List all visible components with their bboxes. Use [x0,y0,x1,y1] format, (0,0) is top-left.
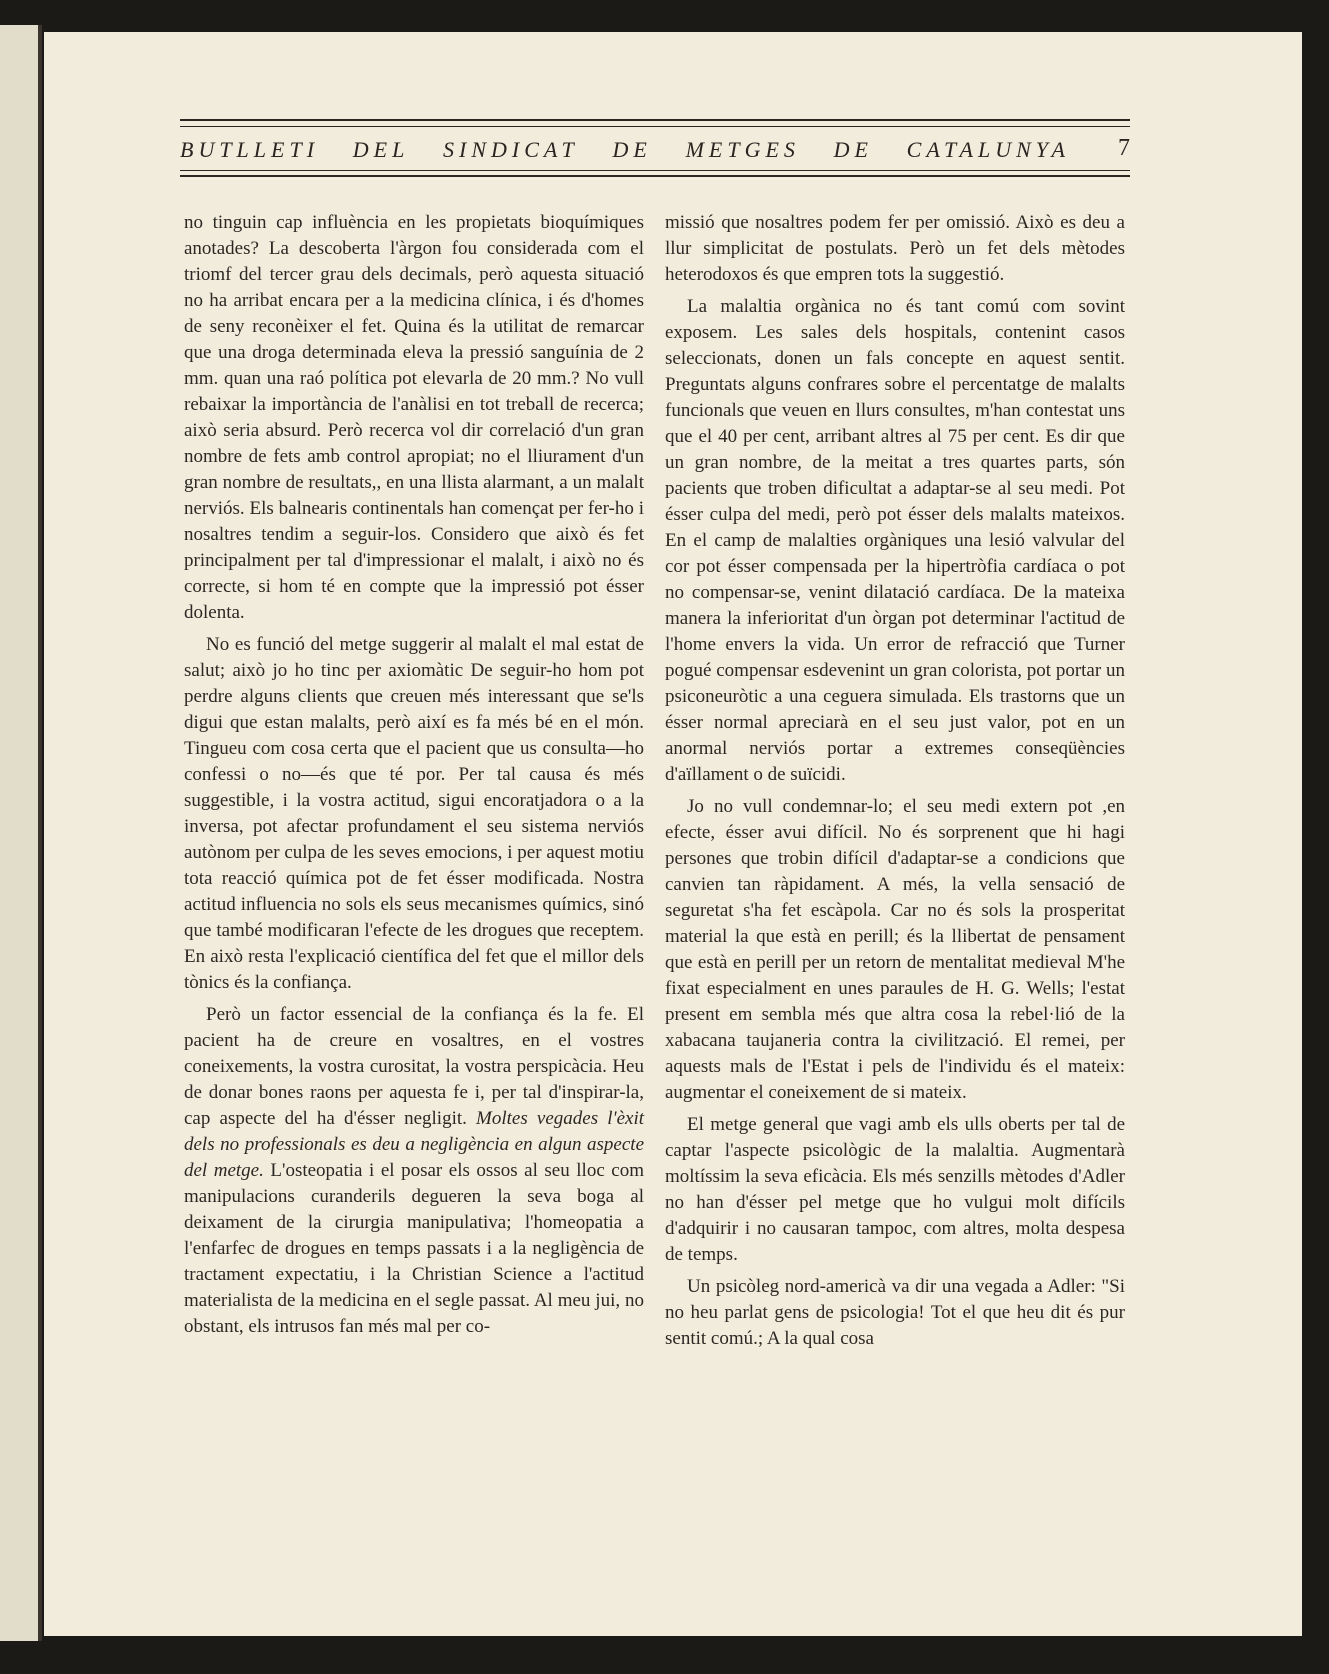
header-rule-bottom-thin [180,170,1130,171]
page-number: 7 [1118,135,1130,161]
page-gutter-shadow [38,25,42,1641]
header-rule-top [180,119,1130,121]
paragraph: La malaltia orgànica no és tant comú com sovint exposem. Les sales dels hospitals, contenint casos seleccionats, donen un fals concepte en aquest sentit. Preguntats alguns confrares sobre el percentatge de malalts funcionals que veuen en llurs consultes, m'han contestat uns que el 40 per cent, arribant altres al 75 per cent. Es dir que un gran nombre, de la meitat a tres quartes parts, són pacients que troben dificultat a adaptar-se al seu medi. Pot ésser culpa del medi, però pot ésser dels malalts mateixos. En el camp de malalties orgàniques una lesió valvular del cor pot ésser compensada per la hipertròfia cardíaca o pot no compensar-se, venint dilatació cardíaca. De la mateixa manera la inferioritat d'un òrgan pot determinar l'actitud de l'home envers la vida. Un error de refracció que Turner pogué compensar esdevenint un gran colorista, pot portar un psiconeuròtic a una ceguera simulada. Els trastorns que un ésser normal apreciarà en el seu just valor, pot en un anormal nerviós portar a extremes conseqüències d'aïllament o de suïcidi. [665,296,1125,785]
paragraph [184,1002,644,1340]
left-column [184,210,644,1340]
header-word: BUTLLETI [180,137,320,162]
paragraph-text: L'osteopatia i el posar els ossos al seu lloc com manipulacions curanderils degueren la seva boga al deixament de la cirurgia manipulativa; l'homeopatia a l'enfarfec de drogues en temps passats i a la negligència de tractament expectatiu, i la Christian Science a l'actitud materialista de la medicina en el segle passat. Al meu jui, no obstant, els intrusos fan més mal per co- [184,1160,645,1337]
header-rule-top-thin [180,126,1130,127]
header-word: DE [833,137,873,162]
paragraph: Jo no vull condemnar-lo; el seu medi extern pot ,en efecte, ésser avui difícil. No és sorprenent que hi hagi persones que trobin difícil d'adaptar-se a condicions que canvien tan ràpidament. A més, la vella sensació de seguretat s'ha fet escàpola. Car no és sols la prosperitat material la que està en perill; és la llibertat de pensament que està en perill per un retorn de mentalitat medieval M'he fixat especialment en unes paraules de H. G. Wells; l'estat present em sembla més que altra cosa la rebel·lió de la xabacana taujaneria contra la civilització. El remei, per aquests mals de l'Estat i pels de l'individu és el mateix: augmentar el coneixement de si mateix. [665,796,1125,1103]
paragraph: no tinguin cap influència en les propietats bioquímiques anotades? La descoberta l'àrgon fou considerada com el triomf del tercer grau dels decimals, però aquesta situació no ha arribat encara per a la medicina clínica, i és d'homes de seny reconèixer el fet. Quina és la utilitat de remarcar que una droga determinada eleva la pressió sanguínia de 2 mm. quan una raó política pot elevarla de 20 mm.? No vull rebaixar la importància de l'anàlisi en tot treball de recerca; això seria absurd. Però recerca vol dir correlació d'un gran nombre de fets amb control apropiat; no el lliurament d'un gran nombre de resultats,, en una llista alarmant, a un malalt nerviós. Els balnearis continentals han començat per fer-ho i nosaltres tendim a seguir-los. Considero que això és fet principalment per tal d'impressionar el malalt, i això no és correcte, si hom té en compte que la impressió pot ésser dolenta. [184,212,644,623]
header-word: CATALUNYA [906,137,1070,162]
header-word: METGES [685,137,800,162]
right-column [665,210,1125,1352]
paragraph: El metge general que vagi amb els ulls oberts per tal de captar l'aspecte psicològic de la malaltia. Augmentarà moltíssim la seva eficàcia. Els més senzills mètodes d'Adler no han d'ésser pel metge que ho vulgui molt difícils d'adquirir i no causaran tampoc, com altres, molta despesa de temps. [665,1114,1125,1265]
paragraph: missió que nosaltres podem fer per omissió. Això es deu a llur simplicitat de postulats. Però un fet dels mètodes heterodoxos és que empren tots la suggestió. [665,212,1125,285]
paragraph: Un psicòleg nord-americà va dir una vegada a Adler: "Si no heu parlat gens de psicologia! Tot el que heu dit és pur sentit comú.; A la qual cosa [665,1276,1125,1349]
paragraph-text: Però un factor essencial de la confiança és la fe. El pacient ha de creure en vosaltres, en el vostres coneixements, la vostra curositat, la vostra perspicàcia. Heu de donar bones raons per aquesta fe i, per tal d'inspirar-la, cap aspecte del ha d'ésser negligit. [184,1004,644,1129]
header-word: DE [612,137,652,162]
running-header [180,119,1130,183]
header-rule-bottom [180,175,1130,177]
paragraph: No es funció del metge suggerir al malalt el mal estat de salut; això jo ho tinc per axiomàtic De seguir-ho hom pot perdre alguns clients que creuen més interessant que se'ls digui que estan malalts, però així es fa més bé en el món. Tingueu com cosa certa que el pacient que us consulta—ho confessi o no—és que té por. Per tal causa és més suggestible, i la vostra actitud, sigui encoratjadora o a la inversa, pot afectar profundament el seu sistema nerviós autònom per culpa de les seves emocions, i per aquest motiu tota reacció química pot de fet ésser modificada. Nostra actitud influencia no sols els seus mecanismes químics, sinó que també modificaran l'efecte de les drogues que receptem. En això resta l'explicació científica del fet que el millor dels tònics és la confiança. [184,634,644,993]
journal-title [180,137,1070,163]
header-word: DEL [352,137,410,162]
header-word: SINDICAT [443,137,579,162]
facing-page-edge [0,25,40,1641]
italic-emphasis: Moltes vegades l'èxit dels no professionals es deu a negligència en algun aspecte del metge. [184,1108,645,1181]
